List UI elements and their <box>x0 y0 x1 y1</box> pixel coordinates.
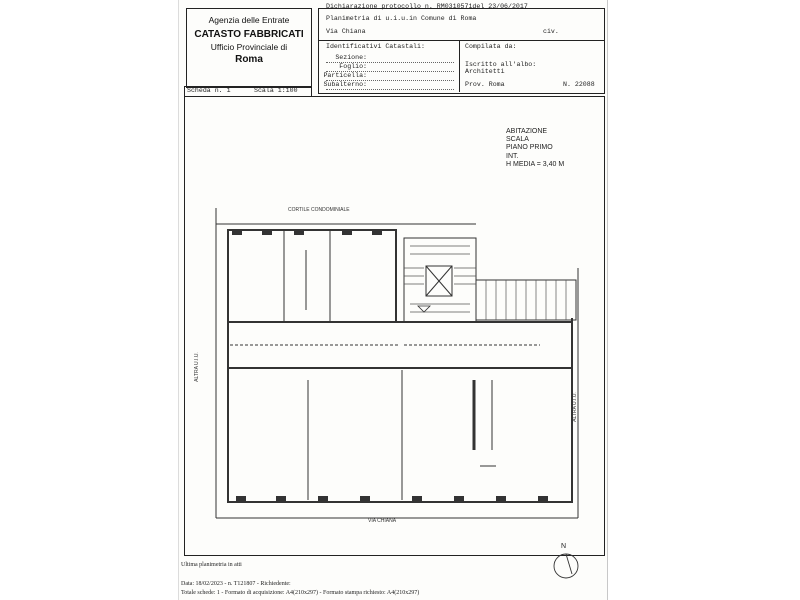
compass-north-label: N <box>561 543 567 550</box>
note-int: INT. <box>506 152 519 160</box>
wall-south <box>228 368 572 502</box>
number-label: N. 22088 <box>563 81 595 88</box>
wall-north-left <box>228 230 396 322</box>
prov-label: Prov. Roma <box>465 81 505 88</box>
street-label: VIA CHIANA <box>368 518 397 524</box>
plan-title: Planimetria di u.i.u.in Comune di Roma <box>326 15 477 22</box>
note-scala: SCALA <box>506 136 529 144</box>
subalterno-label: Subalterno: <box>323 81 367 88</box>
entry-arrow <box>418 306 430 312</box>
declaration-text: Dichiarazione protocollo n. RM0310571del 23/06/2017 <box>326 3 528 10</box>
civ-label: civ. <box>543 28 559 35</box>
scala-label: Scala 1:100 <box>254 87 298 94</box>
note-piano: PIANO PRIMO <box>506 144 553 152</box>
office-name: Ufficio Provinciale di <box>210 42 288 52</box>
compilata-label: Compilata da: <box>465 43 517 50</box>
sezione-label: Sezione: <box>335 54 367 61</box>
agency-name: Agenzia delle Entrate <box>208 15 290 25</box>
footer-line-2: Data: 18/02/2023 - n. T121807 - Richiedente: <box>181 581 291 587</box>
footer-line-3: Totale schede: 1 - Formato di acquisizione: A4(210x297) - Formato stampa richiesto: A4(210x297) <box>181 590 420 596</box>
address-text: Via Chiana <box>326 28 366 35</box>
compass-needle <box>566 554 572 574</box>
foglio-label: Foglio: <box>339 63 367 70</box>
iscritto-value: Architetti <box>465 68 505 75</box>
scheda-label: Scheda n. 1 <box>187 87 231 94</box>
iscritto-label: Iscritto all'albo: <box>465 61 537 68</box>
note-h-media: H MEDIA = 3,40 M <box>506 160 565 168</box>
courtyard-label: CORTILE CONDOMINIALE <box>288 207 350 213</box>
particella-label: Particella: <box>323 72 367 79</box>
city-name: Roma <box>235 54 263 65</box>
right-neighbor-label: ALTRA U.I.U. <box>571 392 578 422</box>
left-neighbor-label: ALTRA U.I.U. <box>193 352 200 382</box>
compass-circle <box>554 554 578 578</box>
note-abitazione: ABITAZIONE <box>506 128 548 135</box>
service-name: CATASTO FABBRICATI <box>194 29 304 40</box>
identificativi-label: Identificativi Catastali: <box>326 43 425 50</box>
footer-line-1: Ultima planimetria in atti <box>181 562 242 568</box>
